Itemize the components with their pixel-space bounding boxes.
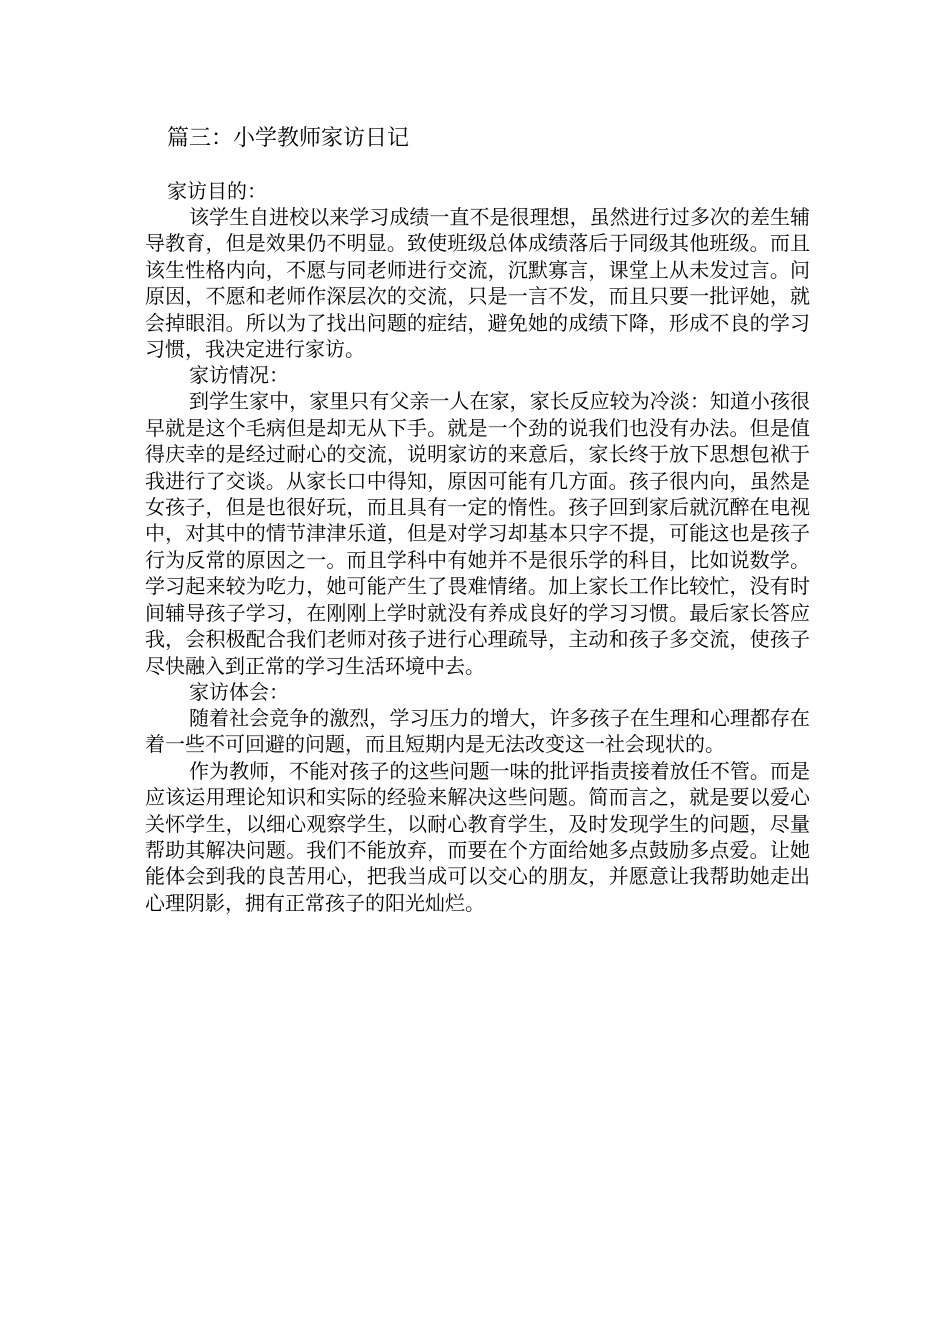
paragraph-situation: 到学生家中，家里只有父亲一人在家，家长反应较为冷淡：知道小孩很早就是这个毛病但是却无从下手。就是一个劲的说我们也没有办法。但是值得庆幸的是经过耐心的交流，说明家访的来意后，家长终于放下思想包袱于我进行了交谈。从家长口中得知，原因可能有几方面。孩子很内向，虽然是女孩子，但是也很好玩，而且具有一定的惰性。孩子回到家后就沉醉在电视中，对其中的情节津津乐道，但是对学习却基本只字不提，可能这也是孩子行为反常的原因之一。而且学科中有她并不是很乐学的科目，比如说数学。学习起来较为吃力，她可能产生了畏难情绪。加上家长工作比较忙，没有时间辅导孩子学习，在刚刚上学时就没有养成良好的学习习惯。最后家长答应我，会积极配合我们老师对孩子进行心理疏导，主动和孩子多交流，使孩子尽快融入到正常的学习生活环境中去。 — [145, 389, 810, 678]
paragraph-reflection-2: 作为教师，不能对孩子的这些问题一味的批评指责接着放任不管。而是应该运用理论知识和实际的经验来解决这些问题。简而言之，就是要以爱心关怀学生，以细心观察学生，以耐心教育学生，及时发现学生的问题，尽量帮助其解决问题。我们不能放弃，而要在个方面给她多点鼓励多点爱。让她能体会到我的良苦用心，把我当成可以交心的朋友，并愿意让我帮助她走出心理阴影，拥有正常孩子的阳光灿烂。 — [145, 758, 810, 915]
paragraph-purpose: 该学生自进校以来学习成绩一直不是很理想，虽然进行过多次的差生辅导教育，但是效果仍不明显。致使班级总体成绩落后于同级其他班级。而且该生性格内向，不愿与同老师进行交流，沉默寡言，课堂上从未发过言。问原因，不愿和老师作深层次的交流，只是一言不发，而且只要一批评她，就会掉眼泪。所以为了找出问题的症结，避免她的成绩下降，形成不良的学习习惯，我决定进行家访。 — [145, 205, 810, 362]
paragraph-reflection-1: 随着社会竞争的激烈，学习压力的增大，许多孩子在生理和心理都存在着一些不可回避的问题，而且短期内是无法改变这一社会现状的。 — [145, 705, 810, 757]
section-situation — [145, 362, 810, 678]
section-heading-reflection: 家访体会： — [189, 679, 289, 704]
document-title: 篇三：小学教师家访日记 — [167, 126, 410, 151]
section-purpose — [145, 178, 810, 362]
document-page — [145, 124, 810, 916]
section-reflection — [145, 679, 810, 916]
section-heading-purpose: 家访目的： — [167, 179, 267, 203]
section-heading-situation: 家访情况： — [189, 363, 289, 388]
